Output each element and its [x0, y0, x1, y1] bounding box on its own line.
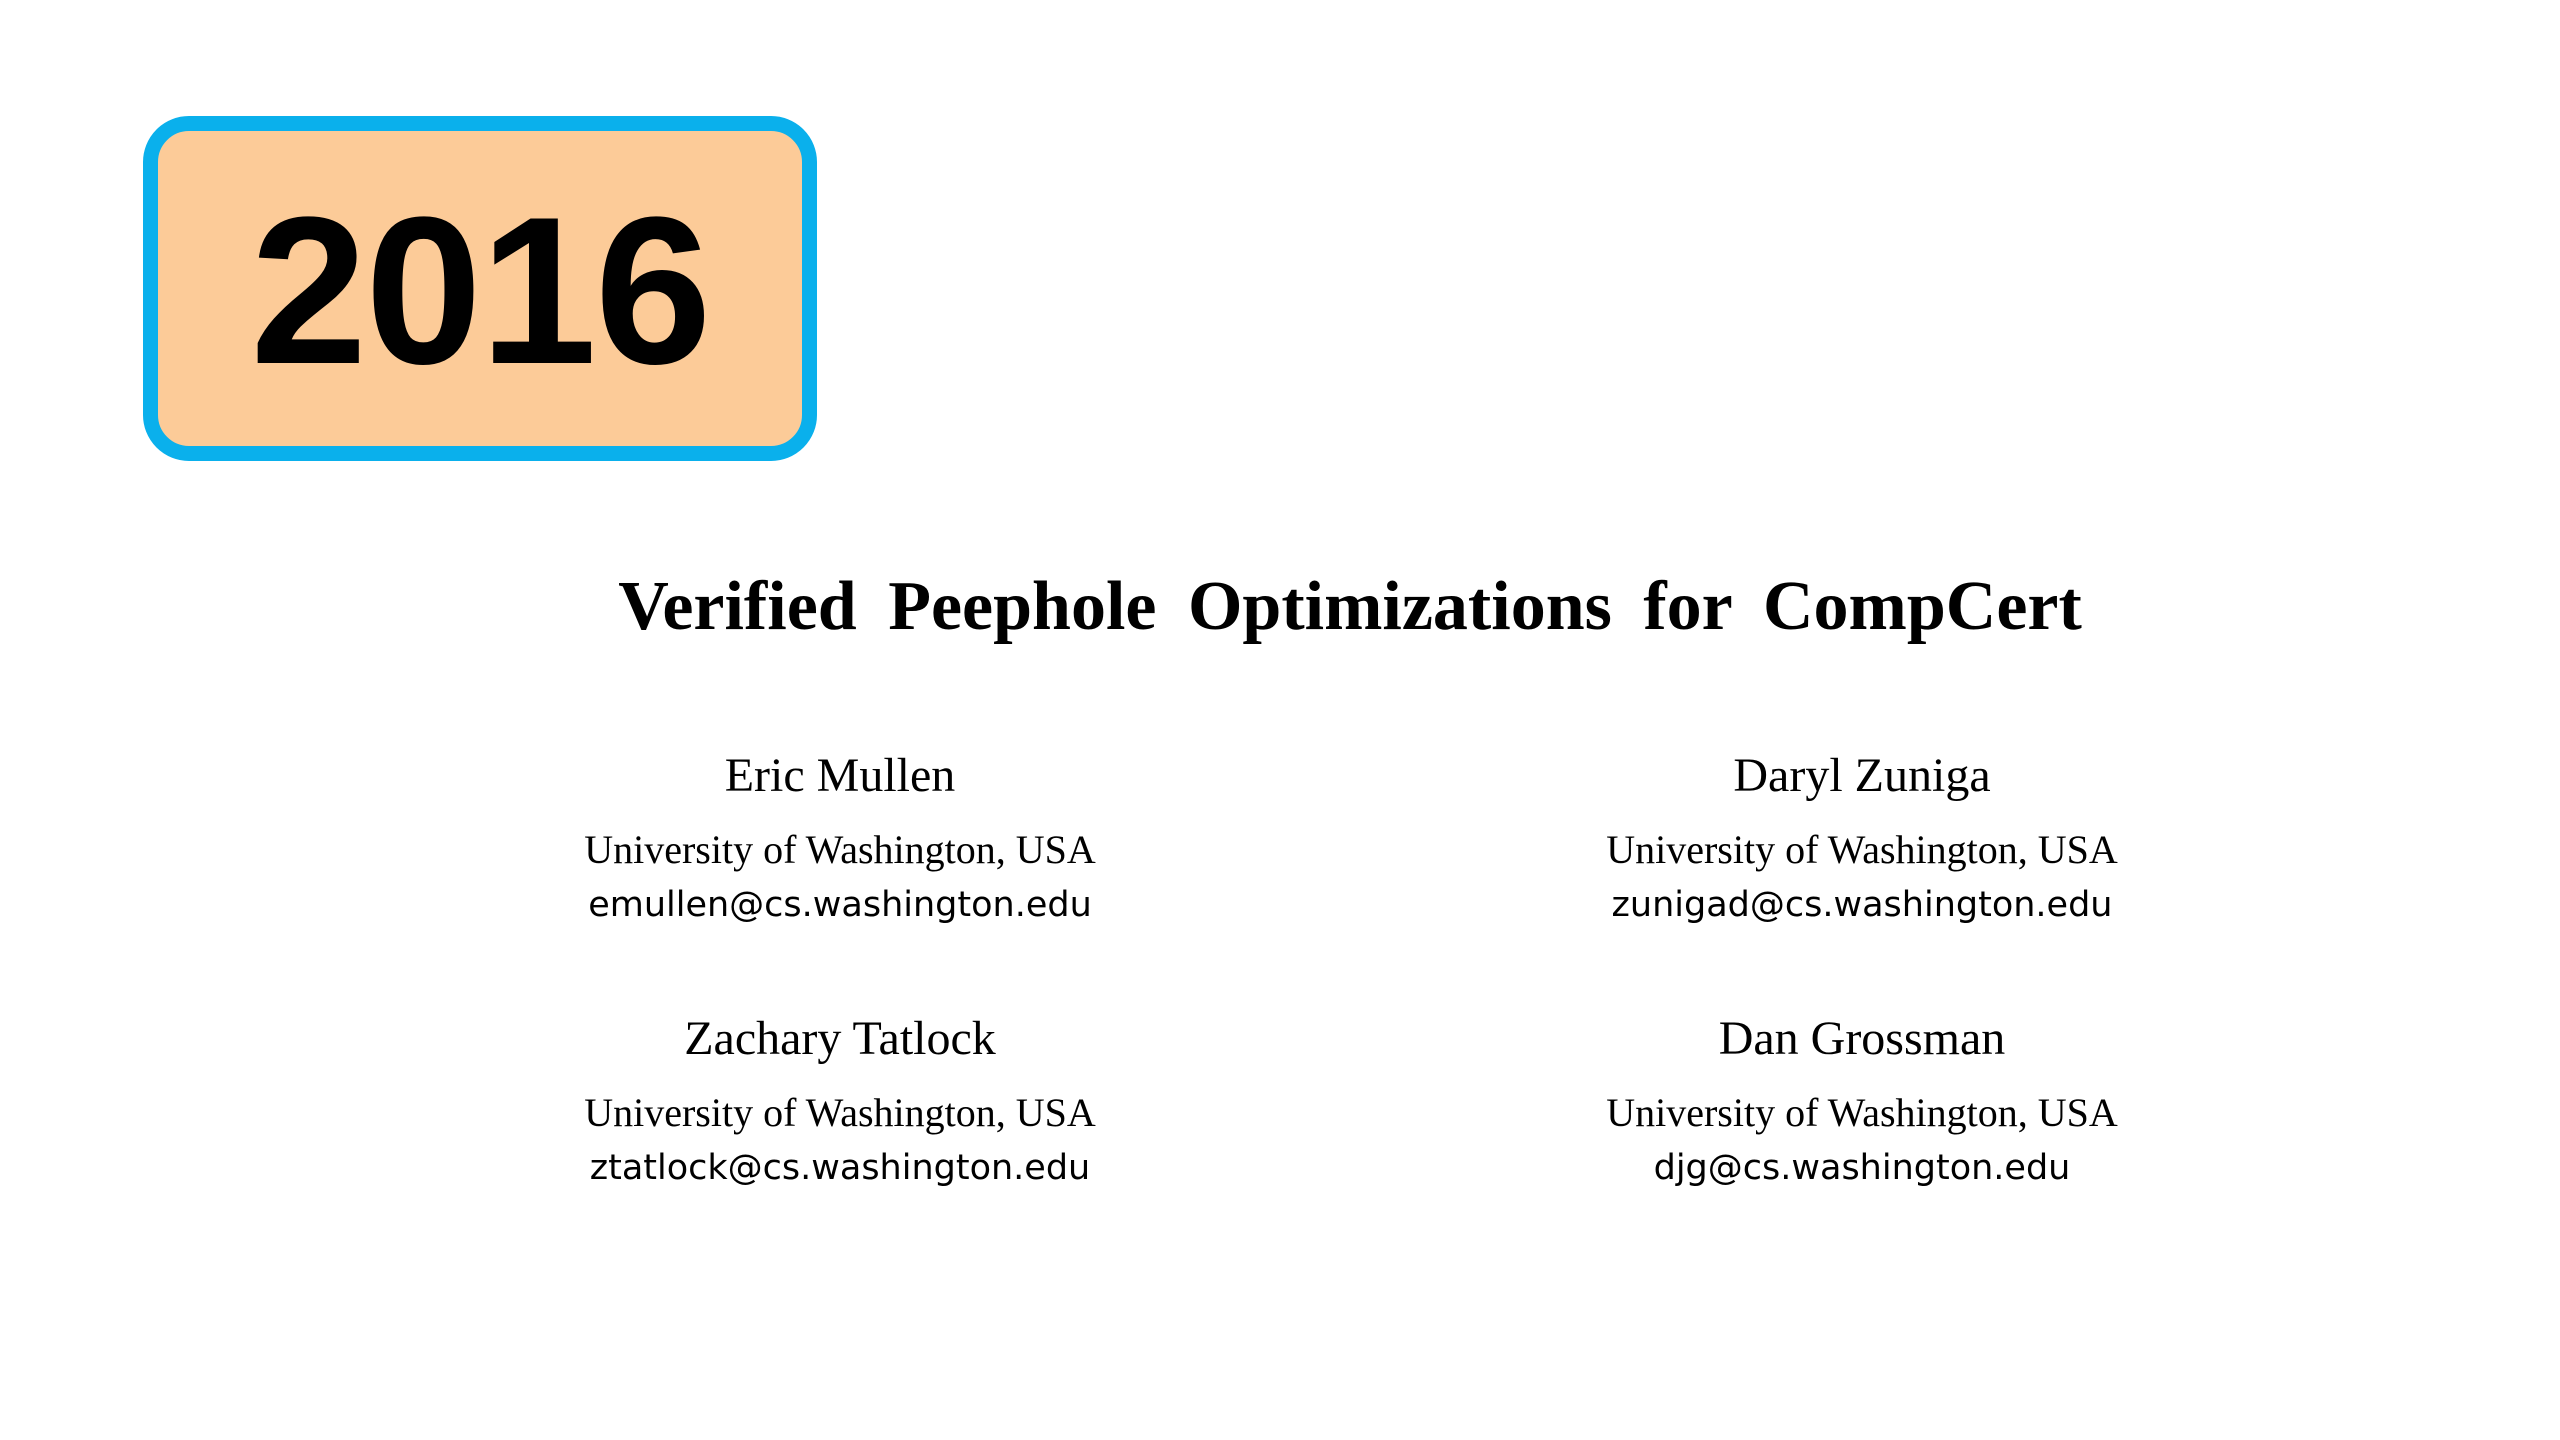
author-email: zunigad@cs.washington.edu	[1611, 885, 2113, 925]
author-name: Daryl Zuniga	[1733, 749, 1991, 802]
author-name: Zachary Tatlock	[684, 1012, 996, 1065]
author-email: emullen@cs.washington.edu	[588, 885, 1092, 925]
author-email: djg@cs.washington.edu	[1653, 1148, 2071, 1188]
year-label: 2016	[250, 172, 710, 408]
author-name: Dan Grossman	[1718, 1012, 2006, 1065]
author-affiliation: University of Washington, USA	[584, 827, 1096, 872]
author-block-2	[1412, 749, 2312, 925]
paper-title: Verified Peephole Optimizations for CompCert	[618, 568, 2082, 645]
author-affiliation: University of Washington, USA	[584, 1090, 1096, 1135]
author-affiliation: University of Washington, USA	[1606, 827, 2118, 872]
author-name: Eric Mullen	[724, 749, 956, 802]
author-affiliation: University of Washington, USA	[1606, 1090, 2118, 1135]
author-email: ztatlock@cs.washington.edu	[589, 1148, 1091, 1188]
year-badge	[143, 116, 817, 461]
author-block-1	[390, 749, 1290, 925]
author-block-3	[390, 1012, 1290, 1188]
author-block-4	[1412, 1012, 2312, 1188]
